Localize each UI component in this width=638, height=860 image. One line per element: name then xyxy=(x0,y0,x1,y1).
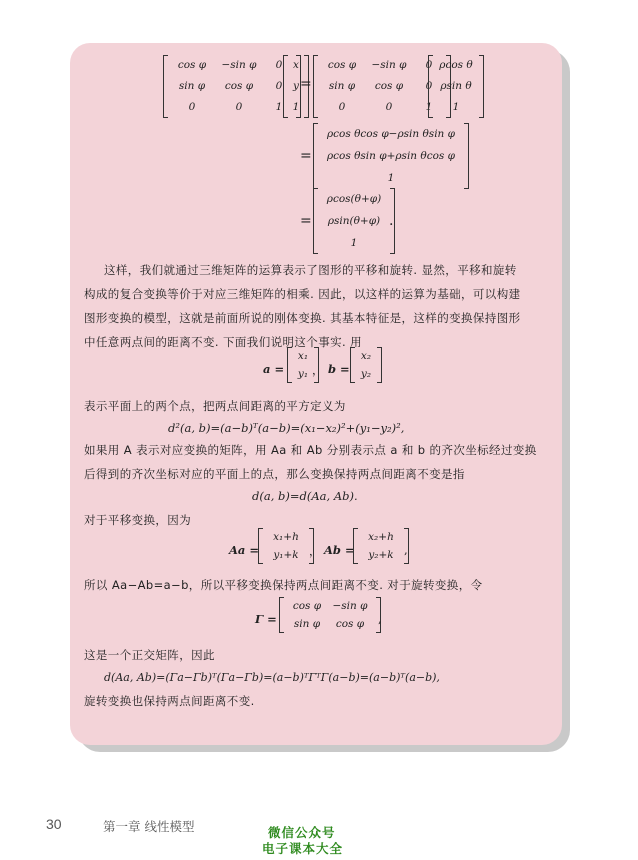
watermark-line2: 电子课本大全 xyxy=(262,841,344,856)
rotation-matrix-right: cos φ −sin φ 0 sin φ cos φ 0 0 0 1 xyxy=(313,55,451,118)
comma: ， xyxy=(309,544,321,558)
comma: , xyxy=(378,612,382,626)
paragraph-line: 构成的复合变换等价于对应三维矩阵的相乘. 因此，以这样的运算为基础，可以构建 xyxy=(84,287,521,301)
equals-sign: = xyxy=(300,148,312,164)
vector-b: x₂ y₂ xyxy=(350,347,382,383)
text-line: 表示平面上的两个点，把两点间距离的平方定义为 xyxy=(84,399,346,413)
result-vector-compact: ρcos(θ+φ) ρsin(θ+φ) 1 xyxy=(313,188,395,254)
paragraph-line: 中任意两点间的距离不变. 下面我们说明这个事实. 用 xyxy=(84,335,363,349)
paragraph-line: 后得到的齐次坐标对应的平面上的点，那么变换保持两点间距离不变是指 xyxy=(84,467,465,481)
vector-xy1: x y 1 xyxy=(283,55,309,118)
period: . xyxy=(389,213,394,229)
paragraph-line: 图形变换的模型，这就是前面所说的刚体变换. 其基本特征是，这样的变换保持图形 xyxy=(84,311,521,325)
result-vector-expanded: ρcos θcos φ−ρsin θsin φ ρcos θsin φ+ρsin θcos φ 1 xyxy=(313,123,469,189)
comma: , xyxy=(404,543,408,557)
gamma-label: Γ = xyxy=(255,612,277,626)
page-number: 30 xyxy=(46,816,62,832)
ab-label: Ab = xyxy=(324,543,355,557)
translated-vector-a: x₁+h y₁+k xyxy=(258,528,314,564)
text-line: 这是一个正交矩阵，因此 xyxy=(84,648,215,662)
distance-invariance: d(a, b)=d(Aa, Ab). xyxy=(252,489,358,503)
comma: ， xyxy=(312,363,324,377)
rotation-matrix-left: cos φ −sin φ 0 sin φ cos φ 0 0 0 1 xyxy=(163,55,301,118)
text-line: 所以 Aa−Ab=a−b，所以平移变换保持两点间距离不变. 对于旋转变换，令 xyxy=(84,578,483,592)
text-line: 旋转变换也保持两点间距离不变. xyxy=(84,694,255,708)
rotation-distance: d(Aa, Ab)=(Γa−Γb)ᵀ(Γa−Γb)=(a−b)ᵀΓᵀΓ(a−b)=(a−b)ᵀ(a−b), xyxy=(104,671,440,684)
paragraph-line: 这样，我们就通过三维矩阵的运算表示了图形的平移和旋转. 显然，平移和旋转 xyxy=(104,263,517,277)
equals-sign: = xyxy=(300,76,312,92)
vector-a-label: a = xyxy=(263,362,285,376)
aa-label: Aa = xyxy=(229,543,260,557)
watermark-line1: 微信公众号 xyxy=(268,825,336,840)
equals-sign: = xyxy=(300,213,312,229)
gamma-matrix: cos φ −sin φ sin φ cos φ xyxy=(279,597,381,633)
text-line: 对于平移变换，因为 xyxy=(84,513,192,527)
distance-definition: d²(a, b)=(a−b)ᵀ(a−b)=(x₁−x₂)²+(y₁−y₂)², xyxy=(168,421,405,435)
vector-a: x₁ y₁ xyxy=(287,347,319,383)
translated-vector-b: x₂+h y₂+k xyxy=(353,528,409,564)
vector-b-label: b = xyxy=(328,362,350,376)
vector-polar: ρcos θ ρsin θ 1 xyxy=(428,55,484,118)
chapter-title: 第一章 线性模型 xyxy=(103,819,195,834)
paragraph-line: 如果用 A 表示对应变换的矩阵，用 Aa 和 Ab 分别表示点 a 和 b 的齐次坐标经过变换 xyxy=(84,443,537,457)
